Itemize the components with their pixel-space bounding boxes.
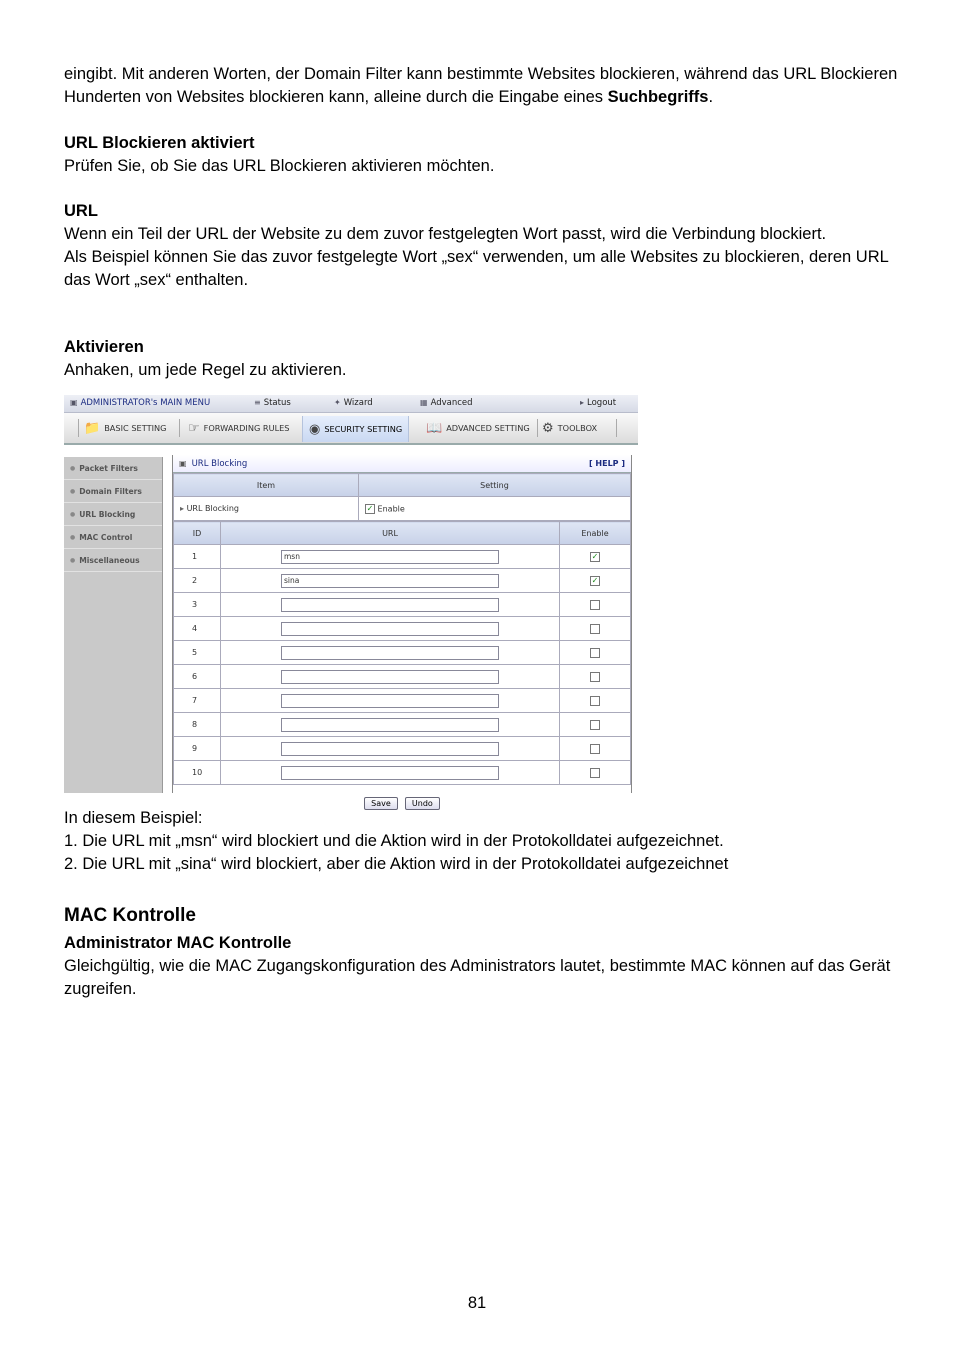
table-row (174, 617, 631, 641)
rule-enable-checkbox[interactable] (590, 648, 600, 658)
tab-basic-setting[interactable]: 📁 BASIC SETTING (84, 420, 167, 436)
heading-url-block: URL Blockieren aktiviert (64, 134, 255, 152)
rule-enable-checkbox[interactable] (590, 720, 600, 730)
text-url-block: Prüfen Sie, ob Sie das URL Blockieren aktivieren möchten. (64, 157, 495, 175)
advanced-link[interactable]: ▦ Advanced (420, 398, 473, 408)
rule-id: 2 (174, 569, 221, 593)
table-row (174, 713, 631, 737)
text-url-2: Als Beispiel können Sie das zuvor festgelegte Wort „sex“ verwenden, um alle Websites zu blockieren, deren URL das Wort „sex“ enthalten. (64, 248, 889, 289)
rule-url-cell (221, 569, 560, 593)
rule-url-cell (221, 737, 560, 761)
panel-title-bar (173, 455, 631, 473)
rule-url-cell (221, 617, 560, 641)
sidebar-item-miscellaneous[interactable]: ● Miscellaneous (64, 549, 162, 572)
example-2: 2. Die URL mit „sina“ wird blockiert, aber die Aktion wird in der Protokolldatei aufgezeichnet (64, 855, 729, 873)
intro-bold-word: Suchbegriffs (607, 88, 709, 106)
window-icon: ▣ (70, 398, 78, 407)
rule-enable-cell (560, 641, 631, 665)
example-section (64, 807, 904, 876)
tab-divider (179, 419, 180, 437)
status-link[interactable]: ≡ Status (254, 398, 291, 408)
tab-toolbox[interactable]: ⚙ TOOLBOX (542, 420, 598, 436)
text-aktivieren: Anhaken, um jede Regel zu aktivieren. (64, 361, 347, 379)
sidebar-item-packet-filters[interactable]: ● Packet Filters (64, 457, 162, 480)
tab-forwarding-rules[interactable]: ☞ FORWARDING RULES (188, 420, 290, 436)
heading-aktivieren: Aktivieren (64, 338, 144, 356)
window-icon: ▣ (179, 459, 187, 468)
url-input[interactable] (281, 694, 499, 708)
main-menu-link[interactable]: ▣ ADMINISTRATOR's MAIN MENU (70, 398, 211, 408)
bullet-icon: ● (70, 556, 76, 564)
rule-id: 4 (174, 617, 221, 641)
url-input[interactable] (281, 766, 499, 780)
settings-table (173, 473, 631, 521)
sidebar-item-mac-control[interactable]: ● MAC Control (64, 526, 162, 549)
rule-enable-checkbox[interactable] (590, 696, 600, 706)
section-aktivieren (64, 336, 904, 382)
bullet-icon: ● (70, 464, 76, 472)
heading-admin-mac: Administrator MAC Kontrolle (64, 934, 292, 952)
rule-url-cell (221, 665, 560, 689)
tab-divider (537, 419, 538, 437)
help-link[interactable]: [ HELP ] (588, 459, 625, 468)
rule-enable-cell (560, 545, 631, 569)
router-screenshot (64, 395, 638, 808)
main-tab-bar (64, 413, 638, 445)
rules-body (174, 545, 631, 785)
section-url-block (64, 132, 904, 178)
arrow-right-icon: ▸ (580, 398, 585, 407)
tab-security-setting[interactable]: ◉ SECURITY SETTING (302, 416, 409, 442)
table-row (174, 761, 631, 785)
table-row (174, 665, 631, 689)
rule-enable-cell (560, 569, 631, 593)
url-input[interactable] (281, 718, 499, 732)
hand-icon: ☞ (188, 420, 200, 436)
url-input[interactable] (281, 670, 499, 684)
top-menu-bar (64, 395, 638, 413)
wizard-link[interactable]: ✦ Wizard (334, 398, 373, 408)
section-url (64, 200, 904, 292)
col-id: ID (174, 522, 221, 545)
col-enable: Enable (560, 522, 631, 545)
text-admin-mac: Gleichgültig, wie die MAC Zugangskonfiguration des Administrators lautet, bestimmte MAC können auf das Gerät zugreifen. (64, 957, 891, 998)
bullet-icon: ● (70, 510, 76, 518)
table-row (174, 545, 631, 569)
undo-button[interactable]: Undo (405, 797, 440, 810)
tab-advanced-setting[interactable]: 📖 ADVANCED SETTING (426, 420, 530, 436)
rule-url-cell (221, 689, 560, 713)
rule-enable-checkbox[interactable] (590, 624, 600, 634)
rule-id: 1 (174, 545, 221, 569)
url-input[interactable]: msn (281, 550, 499, 564)
rule-id: 9 (174, 737, 221, 761)
col-setting: Setting (359, 474, 631, 497)
url-blocking-label: ▸ URL Blocking (174, 497, 359, 521)
heading-url: URL (64, 202, 98, 220)
status-icon: ≡ (254, 398, 261, 407)
book-icon: 📖 (426, 420, 443, 436)
enable-checkbox[interactable]: ✓ (366, 503, 374, 513)
url-blocking-panel (172, 455, 632, 808)
tab-divider (78, 419, 79, 437)
tab-divider (616, 419, 617, 437)
rule-id: 7 (174, 689, 221, 713)
table-row (174, 569, 631, 593)
sidebar-item-url-blocking[interactable]: ● URL Blocking (64, 503, 162, 526)
intro-paragraph: eingibt. Mit anderen Worten, der Domain Filter kann bestimmte Websites blockieren, während das URL Blockieren Hunderten von Websites blockieren kann, alleine durch die Eingabe eines Suchbegriffs. (64, 65, 898, 106)
rule-enable-cell (560, 689, 631, 713)
advanced-icon: ▦ (420, 398, 428, 407)
table-row (174, 737, 631, 761)
save-button[interactable]: Save (364, 797, 398, 810)
url-input[interactable]: sina (281, 574, 499, 588)
url-blocking-setting: ✓ Enable (359, 497, 631, 521)
rule-enable-checkbox[interactable] (590, 768, 600, 778)
table-row (174, 641, 631, 665)
bullet-icon: ● (70, 487, 76, 495)
bullet-icon: ● (70, 533, 76, 541)
example-intro: In diesem Beispiel: (64, 809, 203, 827)
rule-enable-checkbox[interactable] (590, 744, 600, 754)
rule-url-cell (221, 641, 560, 665)
heading-mac-kontrolle: MAC Kontrolle (64, 905, 196, 926)
col-url: URL (221, 522, 560, 545)
rule-url-cell (221, 713, 560, 737)
rule-enable-checkbox[interactable]: ✓ (591, 551, 599, 561)
panel-title: URL Blocking (191, 458, 248, 469)
rule-id: 5 (174, 641, 221, 665)
logout-link[interactable]: ▸ Logout (580, 398, 617, 408)
col-item: Item (174, 474, 359, 497)
sidebar (64, 457, 163, 793)
security-icon: ◉ (309, 421, 321, 437)
url-input[interactable] (281, 622, 499, 636)
sidebar-item-domain-filters[interactable]: ● Domain Filters (64, 480, 162, 503)
wizard-icon: ✦ (334, 398, 341, 407)
rule-id: 6 (174, 665, 221, 689)
gear-icon: ⚙ (542, 420, 554, 436)
page-number: 81 (467, 1294, 487, 1312)
url-input[interactable] (281, 742, 499, 756)
url-input[interactable] (281, 598, 499, 612)
rule-enable-cell (560, 617, 631, 641)
rule-enable-cell (560, 761, 631, 785)
example-1: 1. Die URL mit „msn“ wird blockiert und die Aktion wird in der Protokolldatei aufgezeichnet. (64, 832, 724, 850)
section-admin-mac (64, 932, 904, 1001)
rule-enable-cell (560, 713, 631, 737)
rule-id: 3 (174, 593, 221, 617)
rule-url-cell (221, 593, 560, 617)
rule-id: 8 (174, 713, 221, 737)
arrow-right-icon: ▸ (180, 504, 185, 513)
url-rules-table (173, 521, 631, 785)
rule-enable-cell (560, 737, 631, 761)
rule-enable-cell (560, 665, 631, 689)
rule-enable-cell (560, 593, 631, 617)
rule-id: 10 (174, 761, 221, 785)
rule-url-cell (221, 545, 560, 569)
table-row (174, 593, 631, 617)
text-url-1: Wenn ein Teil der URL der Website zu dem zuvor festgelegten Wort passt, wird die Verbindung blockiert. (64, 225, 827, 243)
rule-url-cell (221, 761, 560, 785)
rule-enable-checkbox[interactable] (590, 672, 600, 682)
rule-enable-checkbox[interactable] (590, 600, 600, 610)
folder-icon: 📁 (84, 420, 101, 436)
rule-enable-checkbox[interactable]: ✓ (591, 575, 599, 585)
table-row (174, 689, 631, 713)
url-input[interactable] (281, 646, 499, 660)
